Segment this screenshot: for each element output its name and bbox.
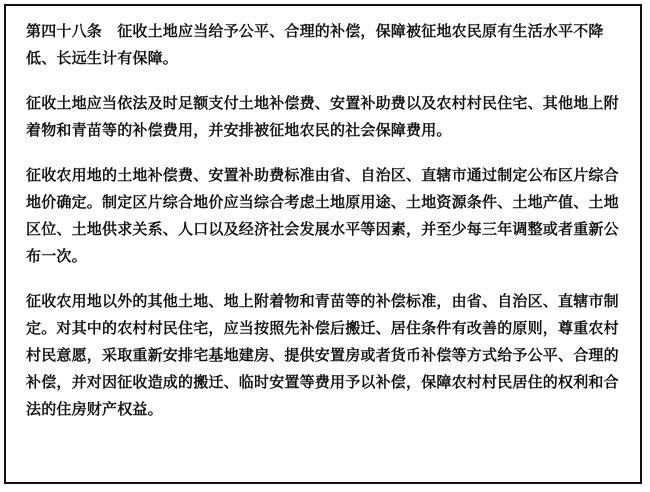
document-frame (4, 4, 642, 484)
paragraph-agricultural-land-standard: 征收农用地的土地补偿费、安置补助费标准由省、自治区、直辖市通过制定公布区片综合地价确定。制定区片综合地价应当综合考虑土地原用途、土地资源条件、土地产值、土地区位、土地供求关系、人口以及经济社会发展水平等因素，并至少每三年调整或者重新公布一次。 (26, 166, 619, 265)
paragraph-article-48: 第四十八条 征收土地应当给予公平、合理的补偿，保障被征地农民原有生活水平不降低、长远生计有保障。 (26, 22, 604, 67)
paragraph-compensation-payment: 征收土地应当依法及时足额支付土地补偿费、安置补助费以及农村村民住宅、其他地上附着物和青苗等的补偿费用，并安排被征地农民的社会保障费用。 (26, 94, 619, 139)
paragraph-other-land-standard: 征收农用地以外的其他土地、地上附着物和青苗等的补偿标准，由省、自治区、直辖市制定。对其中的农村村民住宅，应当按照先补偿后搬迁、居住条件有改善的原则，尊重农村村民意愿，采取重新安排宅基地建房、提供安置房或者货币补偿等方式给予公平、合理的补偿，并对因征收造成的搬迁、临时安置等费用予以补偿，保障农村村民居住的权利和合法的住房财产权益。 (26, 292, 619, 418)
document-body (26, 18, 626, 423)
